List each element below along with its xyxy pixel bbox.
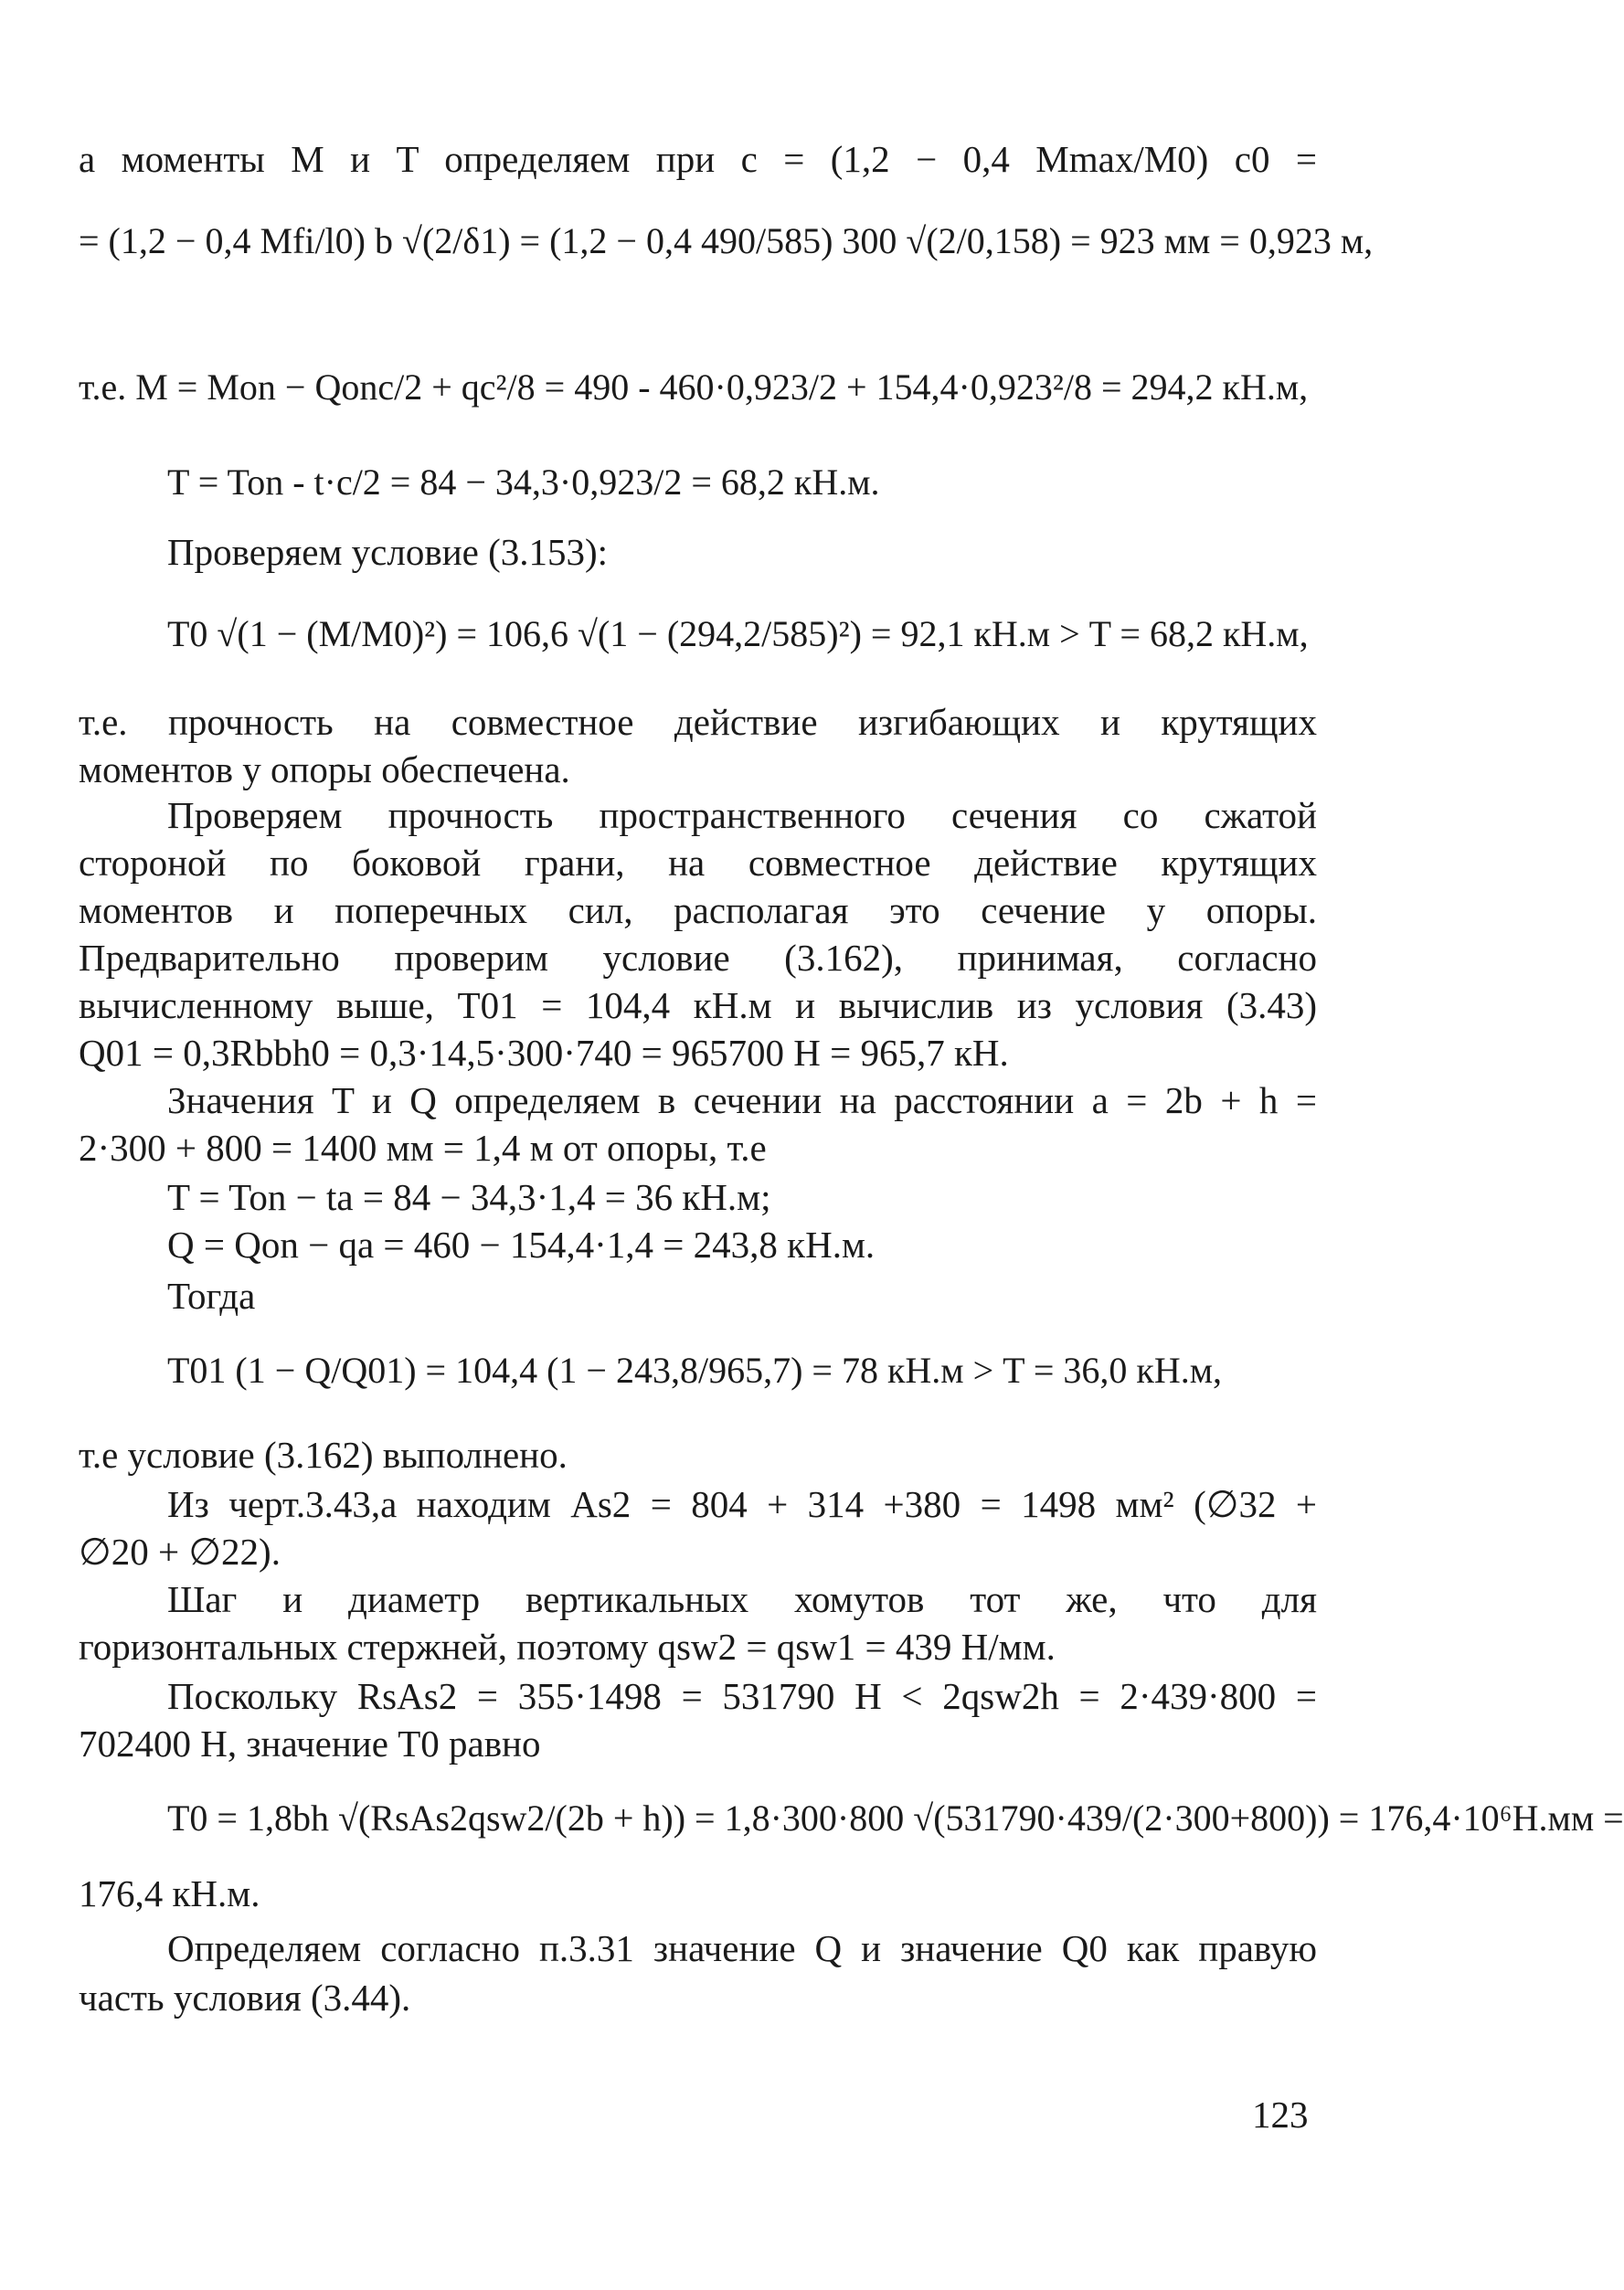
text-line: 176,4 кН.м. — [79, 1872, 260, 1914]
text-line: Шаг и диаметр вертикальных хомутов тот же, что для — [167, 1578, 1317, 1620]
formula-line: T0 √(1 − (M/M0)²) = 106,6 √(1 − (294,2/585)²) = 92,1 кН.м > T = 68,2 кН.м, — [167, 613, 1309, 654]
text-line: часть условия (3.44). — [79, 1977, 411, 2019]
formula-line: т.е. M = Mon − Qonc/2 + qc²/8 = 490 - 460·0,923/2 + 154,4·0,923²/8 = 294,2 кН.м, — [79, 366, 1309, 408]
text-line: вычисленному выше, T01 = 104,4 кН.м и вычислив из условия (3.43) — [79, 984, 1317, 1026]
text-line: Из черт.3.43,а находим As2 = 804 + 314 +380 = 1498 мм² (∅32 + — [167, 1483, 1317, 1525]
text-line: т.е условие (3.162) выполнено. — [79, 1434, 568, 1476]
text-line: 2·300 + 800 = 1400 мм = 1,4 м от опоры, т.е — [79, 1127, 767, 1169]
text-line: горизонтальных стержней, поэтому qsw2 = qsw1 = 439 Н/мм. — [79, 1626, 1056, 1668]
text-line: Проверяем условие (3.153): — [167, 531, 609, 573]
page-number: 123 — [1252, 2094, 1309, 2136]
formula-line: T = Ton - t·c/2 = 84 − 34,3·0,923/2 = 68,2 кН.м. — [167, 461, 880, 503]
text-line: т.е. прочность на совместное действие изгибающих и крутящих — [79, 701, 1317, 743]
text-line: Значения T и Q определяем в сечении на расстоянии a = 2b + h = — [167, 1079, 1317, 1121]
formula-line: T0 = 1,8bh √(RsAs2qsw2/(2b + h)) = 1,8·300·800 √(531790·439/(2·300+800)) = 176,4·10⁶Н.мм = — [167, 1797, 1624, 1839]
text-line: Определяем согласно п.3.31 значение Q и значение Q0 как правую — [167, 1927, 1317, 1969]
text-line: а моменты M и T определяем при c = (1,2 − 0,4 Mmax/M0) c0 = — [79, 138, 1317, 180]
formula-line: T = Ton − ta = 84 − 34,3·1,4 = 36 кН.м; — [167, 1176, 771, 1218]
text-line: Предварительно проверим условие (3.162), принимая, согласно — [79, 937, 1317, 979]
text-line: 702400 Н, значение T0 равно — [79, 1723, 541, 1765]
text-line: моментов у опоры обеспечена. — [79, 748, 570, 790]
formula-line: T01 (1 − Q/Q01) = 104,4 (1 − 243,8/965,7) = 78 кН.м > T = 36,0 кН.м, — [167, 1350, 1223, 1391]
text-line: ∅20 + ∅22). — [79, 1531, 281, 1573]
text-line: Поскольку RsAs2 = 355·1498 = 531790 Н < 2qsw2h = 2·439·800 = — [167, 1675, 1317, 1717]
text-line: стороной по боковой грани, на совместное действие крутящих — [79, 842, 1317, 884]
formula-line: Q = Qon − qa = 460 − 154,4·1,4 = 243,8 кН.м. — [167, 1224, 876, 1266]
text-line: Тогда — [167, 1275, 256, 1317]
text-line: Проверяем прочность пространственного сечения со сжатой — [167, 794, 1317, 836]
formula-line: = (1,2 − 0,4 Mfi/l0) b √(2/δ1) = (1,2 − 0,4 490/585) 300 √(2/0,158) = 923 мм = 0,923 м, — [79, 220, 1374, 261]
text-line: Q01 = 0,3Rbbh0 = 0,3·14,5·300·740 = 965700 Н = 965,7 кН. — [79, 1032, 1009, 1074]
text-line: моментов и поперечных сил, располагая это сечение у опоры. — [79, 889, 1317, 931]
